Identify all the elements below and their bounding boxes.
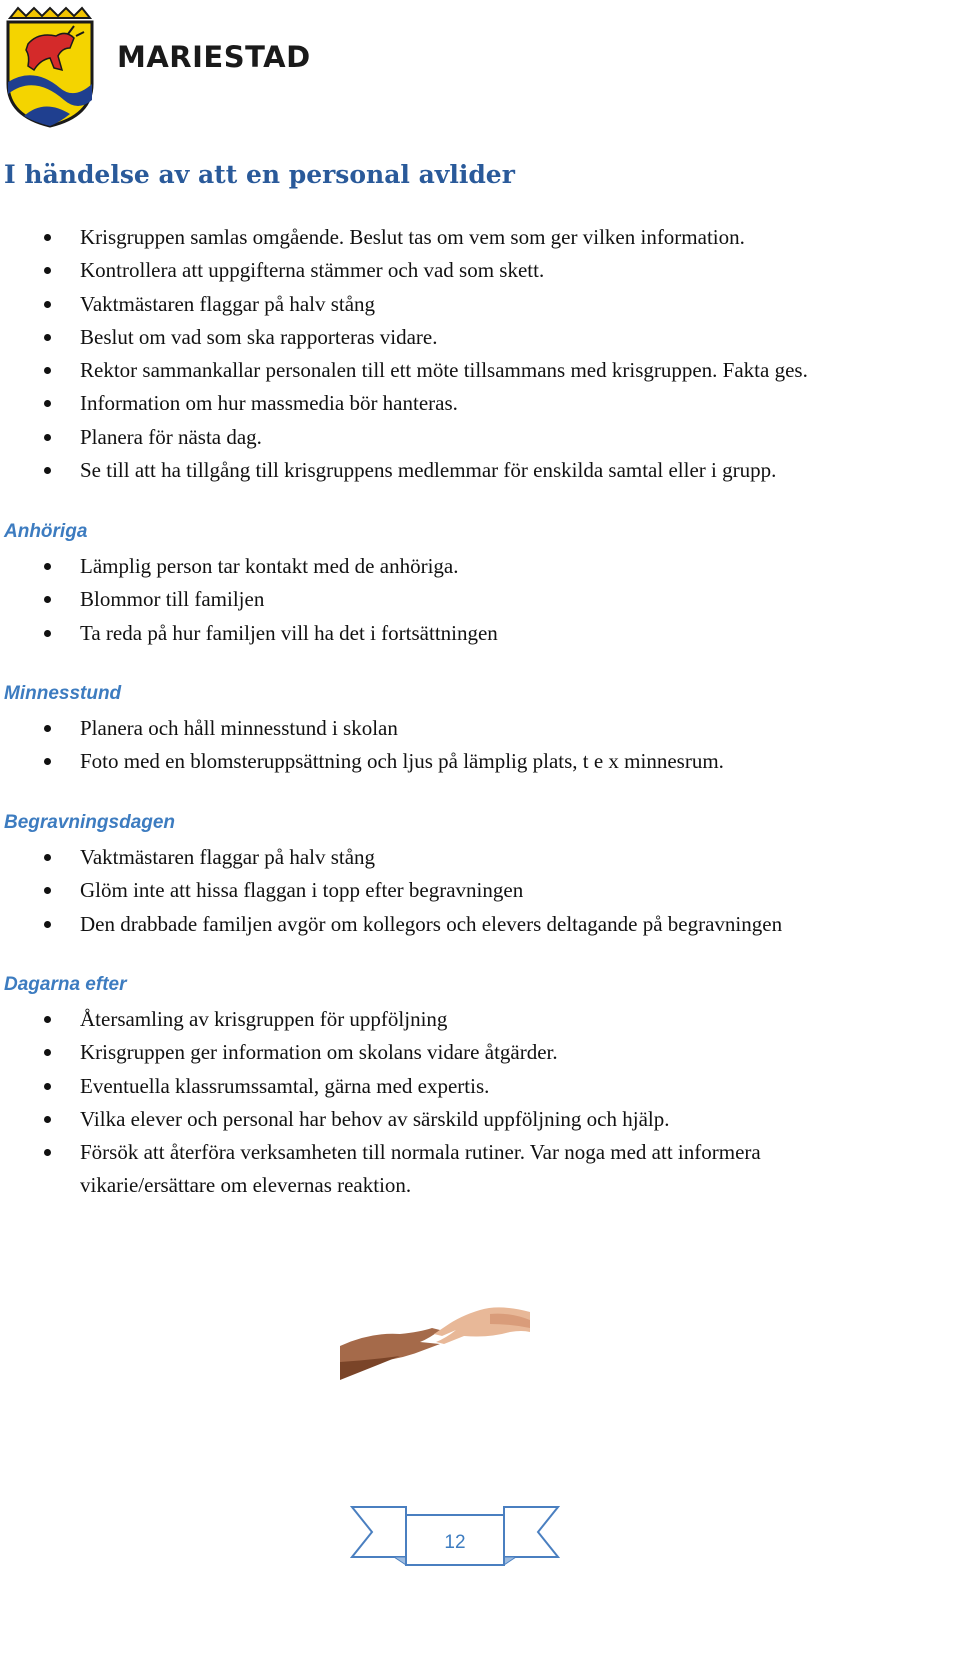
list-item: Vaktmästaren flaggar på halv stång xyxy=(0,841,920,874)
list-item: Den drabbade familjen avgör om kollegors och elevers deltagande på begravningen xyxy=(0,908,920,941)
list-item: Blommor till familjen xyxy=(0,583,920,616)
dagarna-efter-list xyxy=(0,1003,920,1203)
logo-text: MARIESTAD xyxy=(117,40,311,74)
section-heading-minnesstund: Minnesstund xyxy=(4,683,122,704)
list-item: Försök att återföra verksamheten till normala rutiner. Var noga med att informera vikarie/ersättare om elevernas reaktion. xyxy=(0,1136,870,1203)
minnesstund-list xyxy=(0,712,920,779)
list-item: Beslut om vad som ska rapporteras vidare. xyxy=(0,321,920,354)
begravningsdagen-list xyxy=(0,841,920,941)
list-item: Planera för nästa dag. xyxy=(0,421,920,454)
list-item: Glöm inte att hissa flaggan i topp efter begravningen xyxy=(0,874,920,907)
list-item: Foto med en blomsteruppsättning och ljus på lämplig plats, t e x minnesrum. xyxy=(0,745,920,778)
list-item: Information om hur massmedia bör hanteras. xyxy=(0,387,920,420)
page-title: I händelse av att en personal avlider xyxy=(4,160,515,189)
list-item: Rektor sammankallar personalen till ett möte tillsammans med krisgruppen. Fakta ges. xyxy=(0,354,920,387)
section-heading-begravningsdagen: Begravningsdagen xyxy=(4,812,176,833)
section-heading-dagarna-efter: Dagarna efter xyxy=(4,974,127,995)
list-item: Vilka elever och personal har behov av särskild uppföljning och hjälp. xyxy=(0,1103,920,1136)
list-item: Krisgruppen samlas omgående. Beslut tas om vem som ger vilken information. xyxy=(0,221,920,254)
list-item: Kontrollera att uppgifterna stämmer och vad som skett. xyxy=(0,254,920,287)
coat-of-arms-icon xyxy=(4,4,96,128)
list-item: Eventuella klassrumssamtal, gärna med expertis. xyxy=(0,1070,920,1103)
list-item: Planera och håll minnesstund i skolan xyxy=(0,712,920,745)
hands-image xyxy=(340,1262,530,1392)
list-item: Ta reda på hur familjen vill ha det i fortsättningen xyxy=(0,617,920,650)
anhoriga-list xyxy=(0,550,920,650)
mariestad-logo xyxy=(4,4,311,134)
list-item: Se till att ha tillgång till krisgruppens medlemmar för enskilda samtal eller i grupp. xyxy=(0,454,920,487)
list-item: Lämplig person tar kontakt med de anhöriga. xyxy=(0,550,920,583)
list-item: Återsamling av krisgruppen för uppföljning xyxy=(0,1003,920,1036)
page-number: 12 xyxy=(444,1532,466,1553)
list-item: Vaktmästaren flaggar på halv stång xyxy=(0,288,920,321)
section-heading-anhoriga: Anhöriga xyxy=(4,521,88,542)
intro-list xyxy=(0,221,920,487)
list-item: Krisgruppen ger information om skolans vidare åtgärder. xyxy=(0,1036,920,1069)
